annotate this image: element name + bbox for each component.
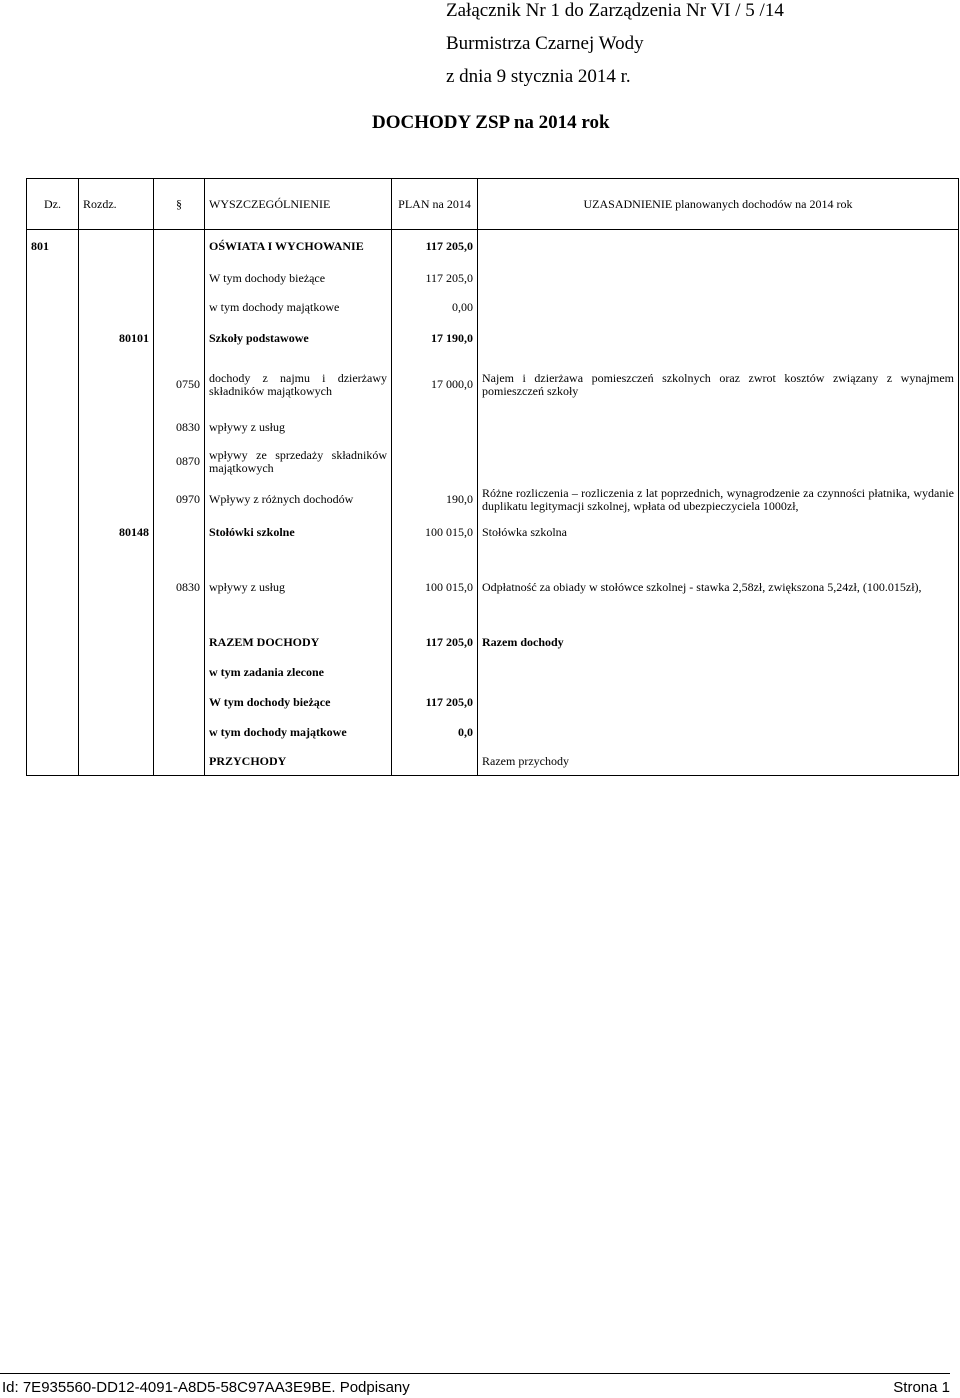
table-row — [27, 518, 959, 548]
plan-cell: 100 015,0 — [392, 518, 478, 548]
table-header-row — [27, 179, 959, 230]
justification-cell: Razem przychody — [478, 748, 959, 776]
rozdz-cell: 80101 — [79, 322, 154, 356]
col-header-rozdz: Rozdz. — [79, 179, 154, 230]
table-row — [27, 628, 959, 658]
document-title: DOCHODY ZSP na 2014 rok — [372, 112, 610, 133]
table-row — [27, 414, 959, 442]
name-cell: w tym dochody majątkowe — [205, 718, 392, 748]
col-header-plan: PLAN na 2014 — [392, 179, 478, 230]
footer-divider — [0, 1373, 950, 1374]
name-cell: Szkoły podstawowe — [205, 322, 392, 356]
dz-cell: 801 — [27, 230, 79, 264]
plan-cell: 17 000,0 — [392, 356, 478, 414]
table-row — [27, 293, 959, 322]
table-row — [27, 322, 959, 356]
col-header-paragraph: § — [154, 179, 205, 230]
name-cell: w tym zadania zlecone — [205, 658, 392, 688]
table-row — [27, 748, 959, 776]
table-row — [27, 230, 959, 264]
col-header-name: WYSZCZEGÓLNIENIE — [205, 179, 392, 230]
col-header-justification: UZASADNIENIE planowanych dochodów na 2014 rok — [478, 179, 959, 230]
name-cell: w tym dochody majątkowe — [205, 293, 392, 322]
justification-cell: Różne rozliczenia – rozliczenia z lat poprzednich, wynagrodzenie za czynności płatnika, wydanie duplikatu legitymacji szkolnej, wpłata od ubezpieczyciela 1000zł, — [478, 482, 959, 518]
paragraph-cell: 0970 — [154, 482, 205, 518]
justification-cell: Najem i dzierżawa pomieszczeń szkolnych oraz zwrot kosztów związany z wynajmem pomieszczeń szkoły — [478, 356, 959, 414]
table-row — [27, 356, 959, 414]
paragraph-cell: 0870 — [154, 442, 205, 482]
table-row — [27, 264, 959, 293]
name-cell: W tym dochody bieżące — [205, 688, 392, 718]
name-cell: Wpływy z różnych dochodów — [205, 482, 392, 518]
plan-cell: 0,00 — [392, 293, 478, 322]
plan-cell: 117 205,0 — [392, 688, 478, 718]
rozdz-cell: 80148 — [79, 518, 154, 548]
paragraph-cell: 0830 — [154, 414, 205, 442]
name-cell: W tym dochody bieżące — [205, 264, 392, 293]
name-cell: RAZEM DOCHODY — [205, 628, 392, 658]
issuer-line: Burmistrza Czarnej Wody — [446, 33, 644, 54]
document-id: Id: 7E935560-DD12-4091-A8D5-58C97AA3E9BE. Podpisany — [2, 1379, 410, 1396]
table-row — [27, 658, 959, 688]
justification-cell: Stołówka szkolna — [478, 518, 959, 548]
attachment-line: Załącznik Nr 1 do Zarządzenia Nr VI / 5 /14 — [446, 0, 784, 21]
paragraph-cell: 0750 — [154, 356, 205, 414]
date-line: z dnia 9 stycznia 2014 r. — [446, 66, 631, 87]
justification-cell: Razem dochody — [478, 628, 959, 658]
name-cell: PRZYCHODY — [205, 748, 392, 776]
plan-cell: 17 190,0 — [392, 322, 478, 356]
table-row — [27, 482, 959, 518]
name-cell: OŚWIATA I WYCHOWANIE — [205, 230, 392, 264]
col-header-dz: Dz. — [27, 179, 79, 230]
page-number: Strona 1 — [893, 1379, 950, 1396]
name-cell: wpływy z usług — [205, 548, 392, 628]
justification-cell: Odpłatność za obiady w stołówce szkolnej - stawka 2,58zł, zwiększona 5,24zł, (100.015zł), — [478, 548, 959, 628]
name-cell: wpływy z usług — [205, 414, 392, 442]
plan-cell: 100 015,0 — [392, 548, 478, 628]
paragraph-cell: 0830 — [154, 548, 205, 628]
table-row — [27, 548, 959, 628]
plan-cell: 117 205,0 — [392, 230, 478, 264]
plan-cell: 190,0 — [392, 482, 478, 518]
income-table — [26, 178, 959, 776]
table-row — [27, 718, 959, 748]
plan-cell: 117 205,0 — [392, 264, 478, 293]
plan-cell: 117 205,0 — [392, 628, 478, 658]
table-row — [27, 442, 959, 482]
table-row — [27, 688, 959, 718]
name-cell: Stołówki szkolne — [205, 518, 392, 548]
name-cell: wpływy ze sprzedaży składników majątkowych — [205, 442, 392, 482]
plan-cell: 0,0 — [392, 718, 478, 748]
name-cell: dochody z najmu i dzierżawy składników majątkowych — [205, 356, 392, 414]
